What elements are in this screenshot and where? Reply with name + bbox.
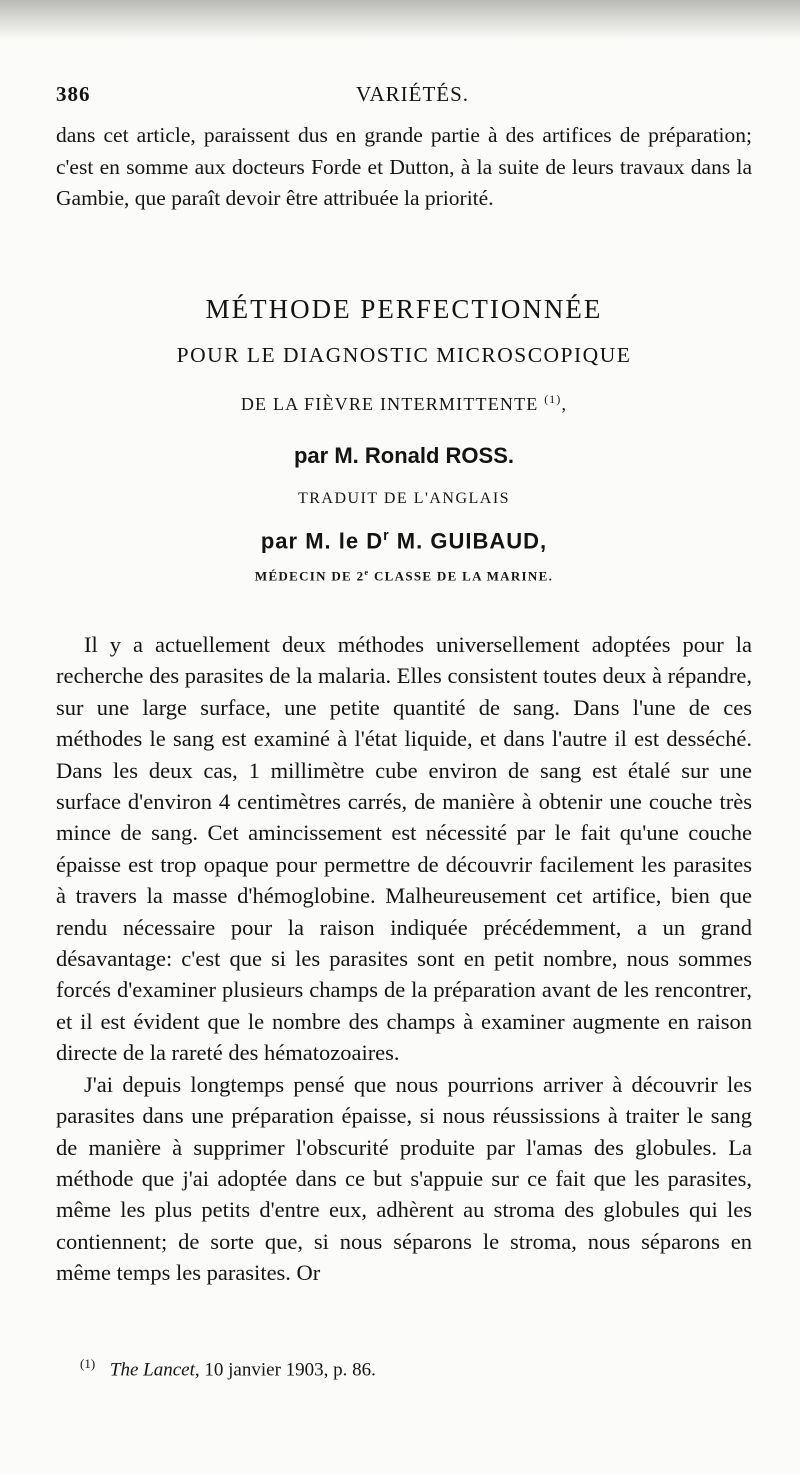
scan-top-edge — [0, 0, 800, 40]
paragraph-1: Il y a actuellement deux méthodes universellement adoptées pour la recherche des parasites de la malaria. Elles consistent toutes deux à répandre, sur une large surface, une petite quantité de sang. Dans l'une de ces méthodes le sang est examiné à l'état liquide, et dans l'autre il est desséché. Dans les deux cas, 1 millimètre cube environ de sang est étalé sur une surface d'environ 4 centimètres carrés, de manière à obtenir une couche très mince de sang. Cet amincissement est nécessité par le fait qu'une couche épaisse est trop opaque pour permettre de découvrir facilement les parasites à travers la masse d'hémoglobine. Malheureusement cet artifice, bien que rendu nécessaire pour la raison indiquée précédemment, a un grand désavantage: c'est que si les parasites sont en petit nombre, nous sommes forcés d'examiner plusieurs champs de la préparation avant de les rencontrer, et il est évident que le nombre des champs à examiner augmente en raison directe de la rareté des hématozoaires. — [56, 632, 752, 1066]
intro-paragraph: dans cet article, paraissent dus en grande partie à des artifices de préparation; c'est en somme aux docteurs Forde et Dutton, à la suite de leurs travaux dans la Gambie, que paraît devoir être attribuée la priorité. — [56, 123, 752, 210]
translator-name: M. GUIBAUD, — [389, 528, 548, 554]
translator-rank — [56, 567, 752, 584]
article-subtitle-2 — [56, 393, 752, 415]
running-head — [56, 82, 744, 112]
footnote-reference: (1) — [544, 393, 562, 406]
translator-prefix: par M. le D — [260, 528, 384, 554]
article-body — [56, 629, 752, 1289]
translation-note: TRADUIT DE L'ANGLAIS — [297, 490, 511, 507]
translator-title-sup: r — [383, 528, 390, 544]
rank-prefix: MÉDECIN DE 2 — [254, 568, 365, 584]
subtitle-punctuation: , — [561, 394, 568, 414]
article-title: MÉTHODE PERFECTIONNÉE — [205, 294, 603, 324]
footnote-details: 10 janvier 1903, p. 86. — [199, 1359, 376, 1381]
subtitle-text: DE LA FIÈVRE INTERMITTENTE — [240, 394, 539, 414]
translator-line — [56, 528, 752, 554]
footnote-mark: (1) — [80, 1356, 96, 1371]
footnote-source: The Lancet, — [109, 1359, 200, 1381]
page-number: 386 — [56, 82, 91, 106]
author-line: par M. Ronald ROSS. — [293, 443, 515, 468]
rank-sup: e — [364, 567, 370, 577]
section-title: VARIÉTÉS. — [356, 82, 470, 106]
rank-rest: CLASSE DE LA MARINE. — [369, 568, 554, 584]
paragraph-2: J'ai depuis longtemps pensé que nous pourrions arriver à découvrir les parasites dans une préparation épaisse, si nous réussissions à traiter le sang de manière à supprimer l'obscurité produite par l'amas des globules. La méthode que j'ai adoptée dans ce but s'appuie sur ce fait que les parasites, même les plus petits d'entre eux, adhèrent au stroma des globules qui les contiennent; de sorte que, si nous séparons le stroma, nous séparons en même temps les parasites. Or — [56, 1071, 752, 1286]
article-subtitle: POUR LE DIAGNOSTIC MICROSCOPIQUE — [176, 343, 632, 367]
footnote — [80, 1356, 376, 1381]
